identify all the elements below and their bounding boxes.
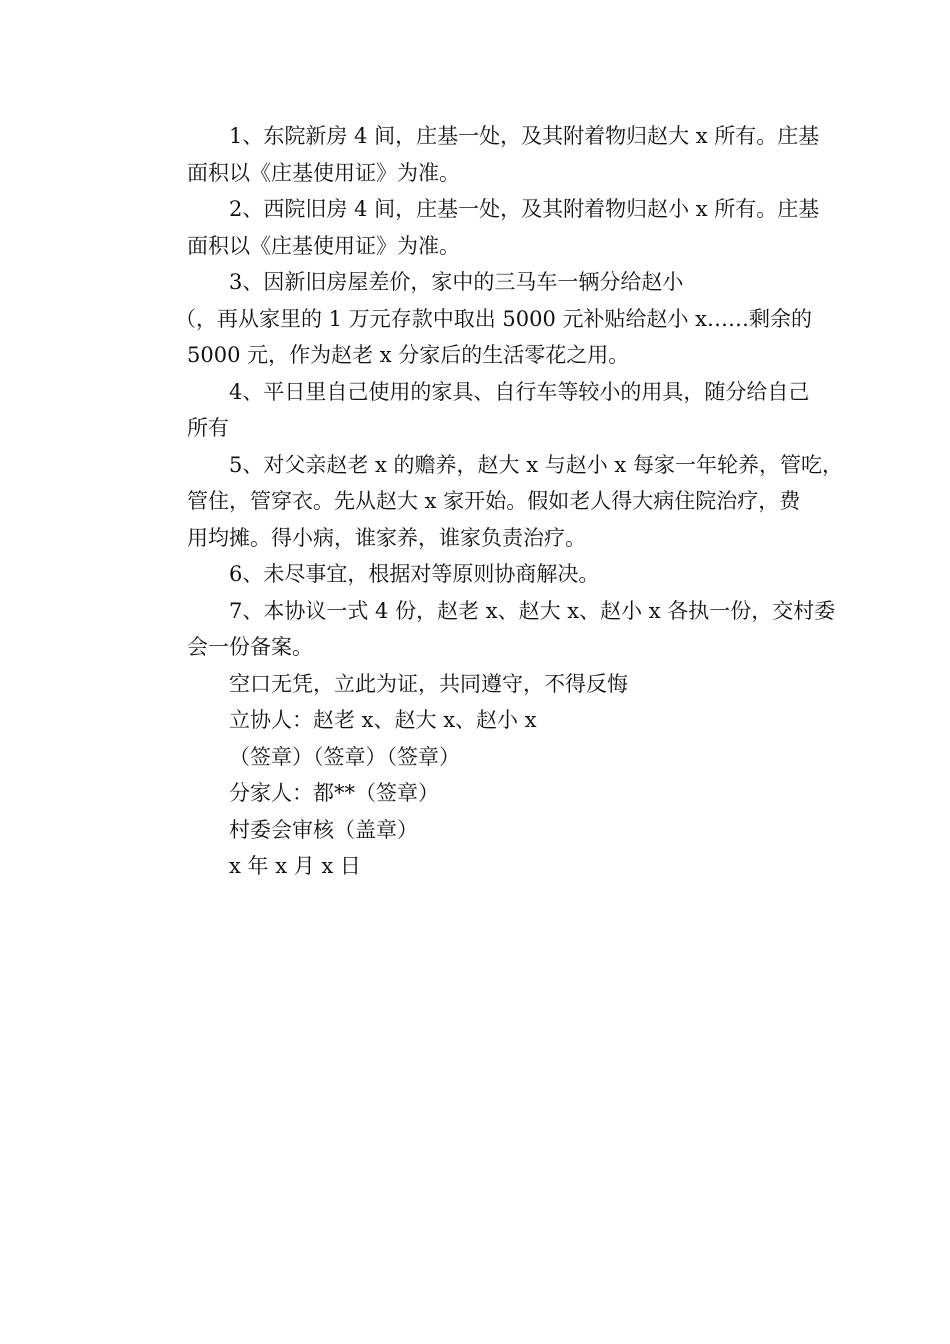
clause-line: 面积以《庄基使用证》为准。 <box>187 233 460 258</box>
agreement-body <box>145 118 843 885</box>
signatories-line: 立协人：赵老 x、赵大 x、赵小 x <box>229 708 537 732</box>
clause-line: 会一份备案。 <box>187 635 313 659</box>
clause-2 <box>145 191 820 264</box>
divider-signature: 分家人：都**（签章） <box>229 781 439 805</box>
agreement-date: x 年 x 月 x 日 <box>229 854 361 878</box>
clause-line: 5、对父亲赵老 x 的赡养，赵大 x 与赵小 x 每家一年轮养，管吃， <box>229 452 843 477</box>
clause-7 <box>145 593 836 666</box>
clause-6 <box>145 556 805 593</box>
closing-statement: 空口无凭，立此为证，共同遵守，不得反悔 <box>229 671 628 696</box>
clause-line: 6、未尽事宜，根据对等原则协商解决。 <box>229 562 600 586</box>
clause-4 <box>145 374 810 447</box>
clause-line: （，再从家里的 1 万元存款中取出 5000 元补贴给赵小 x……剩余的 <box>175 306 813 331</box>
clause-line: 用均摊。得小病，谁家养，谁家负责治疗。 <box>187 525 586 550</box>
seals-line: （签章）（签章）（签章） <box>229 744 460 769</box>
clause-line: 3、因新旧房屋差价，家中的三马车一辆分给赵小 <box>229 270 684 294</box>
clause-line: 4、平日里自己使用的家具、自行车等较小的用具，随分给自己 <box>229 379 810 404</box>
committee-review: 村委会审核（盖章） <box>229 817 418 842</box>
clause-line: 2、西院旧房 4 间，庄基一处，及其附着物归赵小 x 所有。庄基 <box>229 197 820 221</box>
clause-line: 管住，管穿衣。先从赵大 x 家开始。假如老人得大病住院治疗，费 <box>187 489 801 513</box>
clause-line: 1、东院新房 4 间，庄基一处，及其附着物归赵大 x 所有。庄基 <box>229 124 820 148</box>
clause-3 <box>145 264 813 374</box>
clause-line: 5000 元，作为赵老 x 分家后的生活零花之用。 <box>187 343 630 367</box>
clause-5 <box>145 447 843 557</box>
clause-line: 所有 <box>187 416 229 440</box>
clause-line: 7、本协议一式 4 份，赵老 x、赵大 x、赵小 x 各执一份，交村委 <box>229 598 836 623</box>
clause-1 <box>145 118 820 191</box>
clause-line: 面积以《庄基使用证》为准。 <box>187 160 460 185</box>
